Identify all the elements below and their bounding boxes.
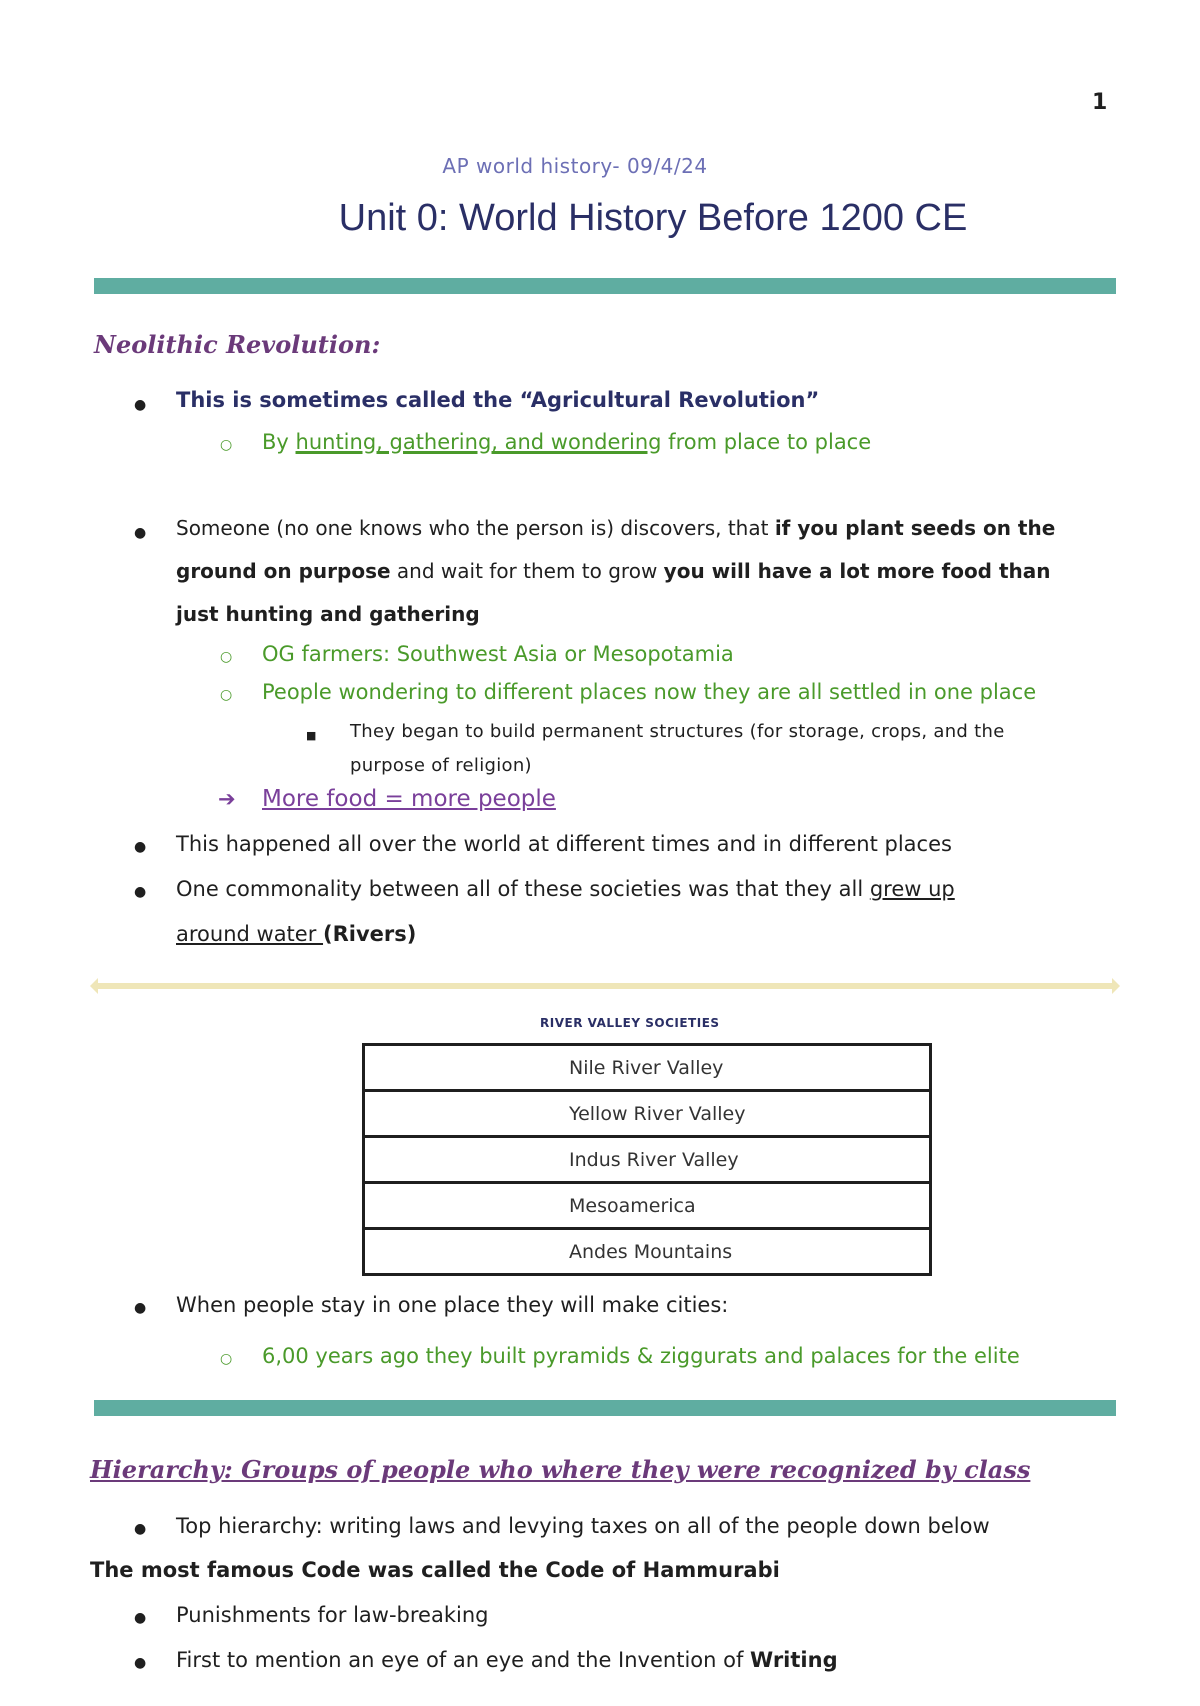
bullet-marker [220, 678, 232, 709]
sub-sub-bullet-structures-line1: They began to build permanent structures (for storage, crops, and the [350, 721, 1005, 742]
bullet-discovery-line2: ground on purpose and wait for them to grow you will have a lot more food than [176, 559, 1051, 583]
bullet-marker [134, 1291, 146, 1322]
square-bullet-icon: ■ [306, 729, 317, 742]
bullet-marker [134, 516, 146, 547]
circle-bullet-icon: ○ [220, 1351, 233, 1367]
section-divider [94, 1400, 1116, 1416]
bullet-marker [134, 388, 146, 419]
bullet-marker [220, 428, 232, 459]
bullet-commonality-line1: One commonality between all of these societies was that they all grew up [176, 877, 955, 901]
bullet-discovery-line3: just hunting and gathering [176, 602, 480, 626]
table-row [364, 1091, 931, 1137]
disc-bullet-icon: ● [134, 1521, 147, 1537]
bullet-all-over-world: This happened all over the world at different times and in different places [176, 832, 952, 856]
disc-bullet-icon: ● [134, 839, 147, 855]
disc-bullet-icon: ● [134, 397, 147, 413]
bullet-punishments: Punishments for law-breaking [176, 1603, 489, 1627]
bullet-marker [220, 640, 232, 671]
arrow-icon: ➔ [218, 787, 236, 811]
section-heading-hierarchy: Hierarchy: Groups of people who where they were recognized by class [90, 1455, 1031, 1484]
bullet-marker [134, 1646, 146, 1677]
section-divider [94, 278, 1116, 294]
table-caption: RIVER VALLEY SOCIETIES [540, 1016, 720, 1030]
paragraph-code-hammurabi: The most famous Code was called the Code of Hammurabi [90, 1558, 780, 1582]
table-cell: Yellow River Valley [364, 1091, 931, 1137]
circle-bullet-icon: ○ [220, 687, 233, 703]
disc-bullet-icon: ● [134, 1300, 147, 1316]
section-heading-neolithic: Neolithic Revolution: [94, 330, 381, 359]
table-row [364, 1229, 931, 1275]
bullet-cities: When people stay in one place they will make cities: [176, 1293, 729, 1317]
sub-bullet-hunting: By hunting, gathering, and wondering from place to place [262, 430, 872, 454]
sub-bullet-pyramids: 6,00 years ago they built pyramids & ziggurats and palaces for the elite [262, 1344, 1020, 1368]
table-cell: Andes Mountains [364, 1229, 931, 1275]
bullet-marker [134, 830, 146, 861]
table-row [364, 1137, 931, 1183]
table-row [364, 1045, 931, 1091]
table-cell: Indus River Valley [364, 1137, 931, 1183]
bullet-agricultural-revolution: This is sometimes called the “Agricultural Revolution” [176, 388, 820, 412]
bullet-marker [220, 1342, 232, 1373]
disc-bullet-icon: ● [134, 884, 147, 900]
table-row [364, 1183, 931, 1229]
disc-bullet-icon: ● [134, 1610, 147, 1626]
circle-bullet-icon: ○ [220, 649, 233, 665]
sub-bullet-settled: People wondering to different places now they are all settled in one place [262, 680, 1037, 704]
disc-bullet-icon: ● [134, 525, 147, 541]
bullet-marker [134, 1512, 146, 1543]
bullet-marker [134, 875, 146, 906]
arrow-point-more-food: More food = more people [262, 786, 556, 812]
bullet-marker [306, 718, 316, 750]
document-subtitle: AP world history- 09/4/24 [442, 154, 708, 178]
page-number: 1 [1092, 90, 1108, 115]
ornamental-divider [94, 983, 1116, 989]
river-valley-table [362, 1043, 932, 1276]
circle-bullet-icon: ○ [220, 437, 233, 453]
sub-sub-bullet-structures-line2: purpose of religion) [350, 755, 532, 776]
table-cell: Mesoamerica [364, 1183, 931, 1229]
document-title: Unit 0: World History Before 1200 CE [338, 197, 968, 239]
bullet-commonality-line2: around water (Rivers) [176, 922, 417, 946]
sub-bullet-og-farmers: OG farmers: Southwest Asia or Mesopotamia [262, 642, 734, 666]
bullet-eye-for-eye: First to mention an eye of an eye and the Invention of Writing [176, 1648, 838, 1672]
bullet-top-hierarchy: Top hierarchy: writing laws and levying taxes on all of the people down below [176, 1514, 990, 1538]
bullet-discovery-line1: Someone (no one knows who the person is) discovers, that if you plant seeds on the [176, 516, 1056, 540]
disc-bullet-icon: ● [134, 1655, 147, 1671]
bullet-marker [134, 1601, 146, 1632]
table-cell: Nile River Valley [364, 1045, 931, 1091]
